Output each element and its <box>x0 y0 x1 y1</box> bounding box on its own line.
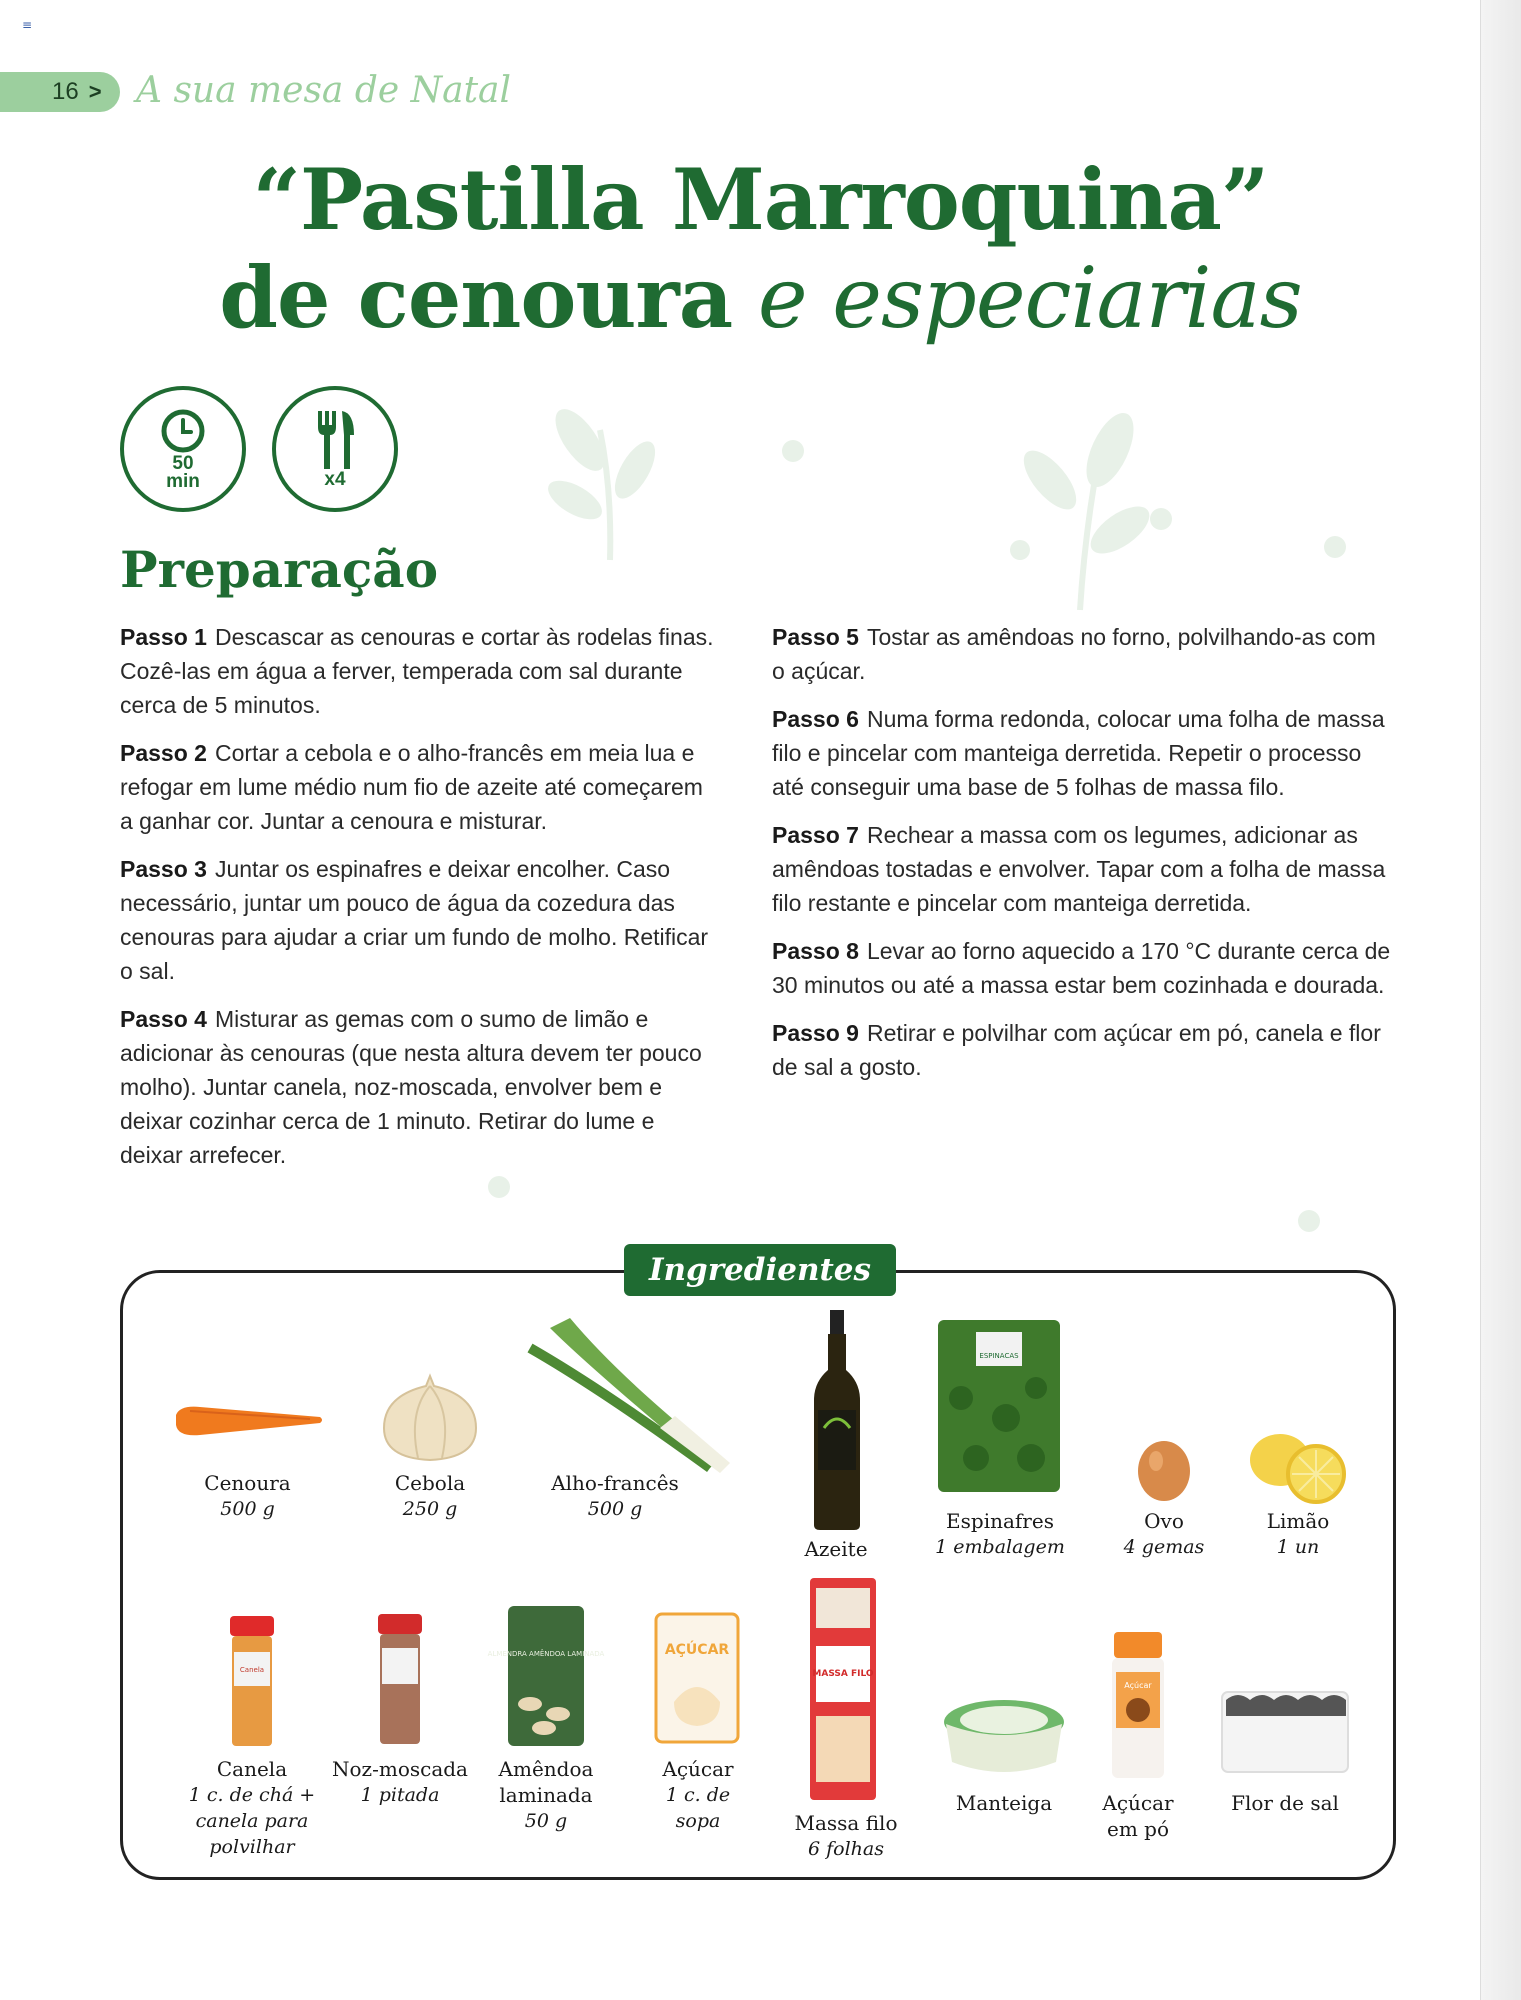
step-label: Passo 2 <box>120 740 207 766</box>
cinnamon-label: Canela <box>239 1666 265 1674</box>
ingredient-qty: 1 c. de chá + canela para polvilhar <box>188 1784 316 1858</box>
ingredient-egg <box>1104 1508 1224 1560</box>
step-text: Levar ao forno aquecido a 170 °C durante cerca de 30 minutos ou até a massa estar bem cozinhada e dourada. <box>772 938 1391 998</box>
ingredient-name: Azeite <box>804 1537 868 1561</box>
step-9 <box>772 1016 1392 1084</box>
ingredient-lemon <box>1238 1508 1358 1560</box>
preparation-heading: Preparação <box>120 540 439 599</box>
step-text: Numa forma redonda, colocar uma folha de massa filo e pincelar com manteiga derretida. Repetir o processo até conseguir uma base de 5 folhas de massa filo. <box>772 706 1385 800</box>
ingredient-leek <box>530 1470 700 1522</box>
menu-icon: ≡ <box>22 18 33 32</box>
step-6 <box>772 702 1392 804</box>
ingredient-name: Alho-francês <box>551 1471 679 1495</box>
leaf-decoration-icon <box>990 410 1170 610</box>
step-label: Passo 1 <box>120 624 207 650</box>
ingredient-name: Limão <box>1266 1509 1330 1533</box>
ingredient-name: Cebola <box>394 1471 466 1495</box>
recipe-title-italic: e especiarias <box>732 249 1302 347</box>
step-label: Passo 5 <box>772 624 859 650</box>
step-text: Rechear a massa com os legumes, adicionar as amêndoas tostadas e envolver. Tapar com a folha de massa filo restante e pincelar com manteiga derretida. <box>772 822 1386 916</box>
ingredient-name: Açúcar em pó <box>1102 1791 1174 1841</box>
spinach-label: ESPINACAS <box>979 1352 1019 1360</box>
ingredient-qty: 6 folhas <box>808 1838 884 1860</box>
ingredient-name: Noz-moscada <box>332 1757 468 1781</box>
section-title: A sua mesa de Natal <box>136 70 512 111</box>
step-label: Passo 3 <box>120 856 207 882</box>
ingredient-olive-oil <box>775 1536 897 1562</box>
ingredient-name: Cenoura <box>204 1471 291 1495</box>
spinach-bag-icon <box>936 1318 1062 1494</box>
steps-column-right <box>772 620 1392 1098</box>
ingredient-butter <box>930 1790 1078 1816</box>
lemon-icon <box>1246 1428 1350 1504</box>
leek-icon <box>510 1308 740 1488</box>
step-label: Passo 6 <box>772 706 859 732</box>
ingredient-nutmeg <box>324 1756 476 1808</box>
onion-icon <box>378 1372 482 1462</box>
ingredient-name: Ovo <box>1144 1509 1184 1533</box>
step-label: Passo 4 <box>120 1006 207 1032</box>
sugar-bag-icon <box>654 1612 740 1744</box>
step-7 <box>772 818 1392 920</box>
sea-salt-box-icon <box>1218 1686 1352 1778</box>
page-tab <box>0 72 120 112</box>
servings-badge <box>272 386 398 512</box>
page-number: 16 <box>52 78 79 105</box>
olive-oil-bottle-icon <box>812 1310 862 1530</box>
carrot-icon <box>170 1395 325 1445</box>
ingredient-qty: 1 un <box>1276 1536 1320 1558</box>
egg-icon <box>1136 1436 1192 1502</box>
ingredient-name: Massa filo <box>794 1811 898 1835</box>
ingredient-qty: 1 pitada <box>360 1784 440 1806</box>
almond-label: ALMENDRA AMÊNDOA LAMINADA <box>487 1650 605 1658</box>
time-value: 50 <box>172 453 194 474</box>
butter-tub-icon <box>942 1696 1066 1774</box>
ingredient-carrot <box>170 1470 325 1522</box>
step-text: Cortar a cebola e o alho-francês em meia lua e refogar em lume médio num fio de azeite até começarem a ganhar cor. Juntar a cenoura e misturar. <box>120 740 703 834</box>
ingredient-name: Açúcar <box>662 1757 734 1781</box>
time-unit: min <box>166 471 200 492</box>
ingredient-onion <box>355 1470 505 1522</box>
step-text: Misturar as gemas com o sumo de limão e adicionar às cenouras (que nesta altura devem ter pouco molho). Juntar canela, noz-moscada, envolver bem e deixar cozinhar cerca de 1 minuto. Retirar do lume e deixar arrefecer. <box>120 1006 702 1168</box>
step-3 <box>120 852 720 988</box>
decoration-dot <box>782 440 804 462</box>
ingredient-name: Flor de sal <box>1231 1791 1339 1815</box>
ingredient-qty: 250 g <box>402 1498 458 1520</box>
almond-bag-icon <box>487 1604 605 1748</box>
clock-icon <box>159 407 207 455</box>
step-8 <box>772 934 1392 1002</box>
step-text: Tostar as amêndoas no forno, polvilhando-as com o açúcar. <box>772 624 1376 684</box>
ingredient-sugar <box>646 1756 750 1834</box>
powdered-sugar-jar-icon <box>1110 1632 1166 1780</box>
filo-dough-box-icon <box>808 1576 878 1802</box>
ingredient-qty: 4 gemas <box>1123 1536 1205 1558</box>
step-text: Juntar os espinafres e deixar encolher. Caso necessário, juntar um pouco de água da cozedura das cenouras para ajudar a criar um fundo de molho. Retificar o sal. <box>120 856 709 984</box>
ingredient-name: Espinafres <box>946 1509 1054 1533</box>
ingredient-name: Amêndoa laminada <box>498 1757 594 1807</box>
nutmeg-jar-icon <box>376 1614 424 1746</box>
powder-sugar-label: Açúcar <box>1124 1681 1152 1690</box>
decoration-dot <box>1298 1210 1320 1232</box>
step-label: Passo 7 <box>772 822 859 848</box>
ingredient-almond <box>490 1756 602 1834</box>
recipe-title-line1: “Pastilla Marroquina” <box>252 150 1269 249</box>
step-5 <box>772 620 1392 688</box>
cinnamon-jar-icon <box>228 1616 276 1748</box>
ingredient-filo <box>778 1810 914 1862</box>
ingredient-name: Manteiga <box>955 1791 1053 1815</box>
cutlery-icon <box>312 409 358 471</box>
leaf-decoration-icon <box>540 400 680 560</box>
step-1 <box>120 620 720 722</box>
ingredient-powdered-sugar <box>1090 1790 1186 1842</box>
step-4 <box>120 1002 720 1172</box>
ingredient-qty: 500 g <box>587 1498 643 1520</box>
step-2 <box>120 736 720 838</box>
servings-value: x4 <box>324 469 346 490</box>
ingredient-qty: 1 embalagem <box>935 1536 1065 1558</box>
recipe-title-line2 <box>0 248 1521 347</box>
step-label: Passo 9 <box>772 1020 859 1046</box>
recipe-title-main: de cenoura <box>219 248 733 347</box>
filo-label: MASSA FILO <box>812 1669 874 1679</box>
ingredient-qty: 500 g <box>220 1498 275 1520</box>
ingredients-heading: Ingredientes <box>624 1244 896 1296</box>
ingredient-qty: 1 c. de sopa <box>665 1784 731 1832</box>
ingredient-name: Canela <box>216 1757 288 1781</box>
ingredient-spinach <box>925 1508 1075 1560</box>
chevron-right-icon: > <box>88 79 102 104</box>
decoration-dot <box>1324 536 1346 558</box>
steps-column-left <box>120 620 720 1186</box>
decoration-dot <box>1150 508 1172 530</box>
step-text: Retirar e polvilhar com açúcar em pó, canela e flor de sal a gosto. <box>772 1020 1381 1080</box>
time-badge <box>120 386 246 512</box>
step-label: Passo 8 <box>772 938 859 964</box>
ingredient-sea-salt <box>1212 1790 1358 1816</box>
sugar-label: AÇÚCAR <box>664 1642 730 1658</box>
step-text: Descascar as cenouras e cortar às rodelas finas. Cozê-las em água a ferver, temperada com sal durante cerca de 5 minutos. <box>120 624 714 718</box>
ingredient-cinnamon <box>180 1756 324 1860</box>
ingredient-qty: 50 g <box>524 1810 568 1832</box>
